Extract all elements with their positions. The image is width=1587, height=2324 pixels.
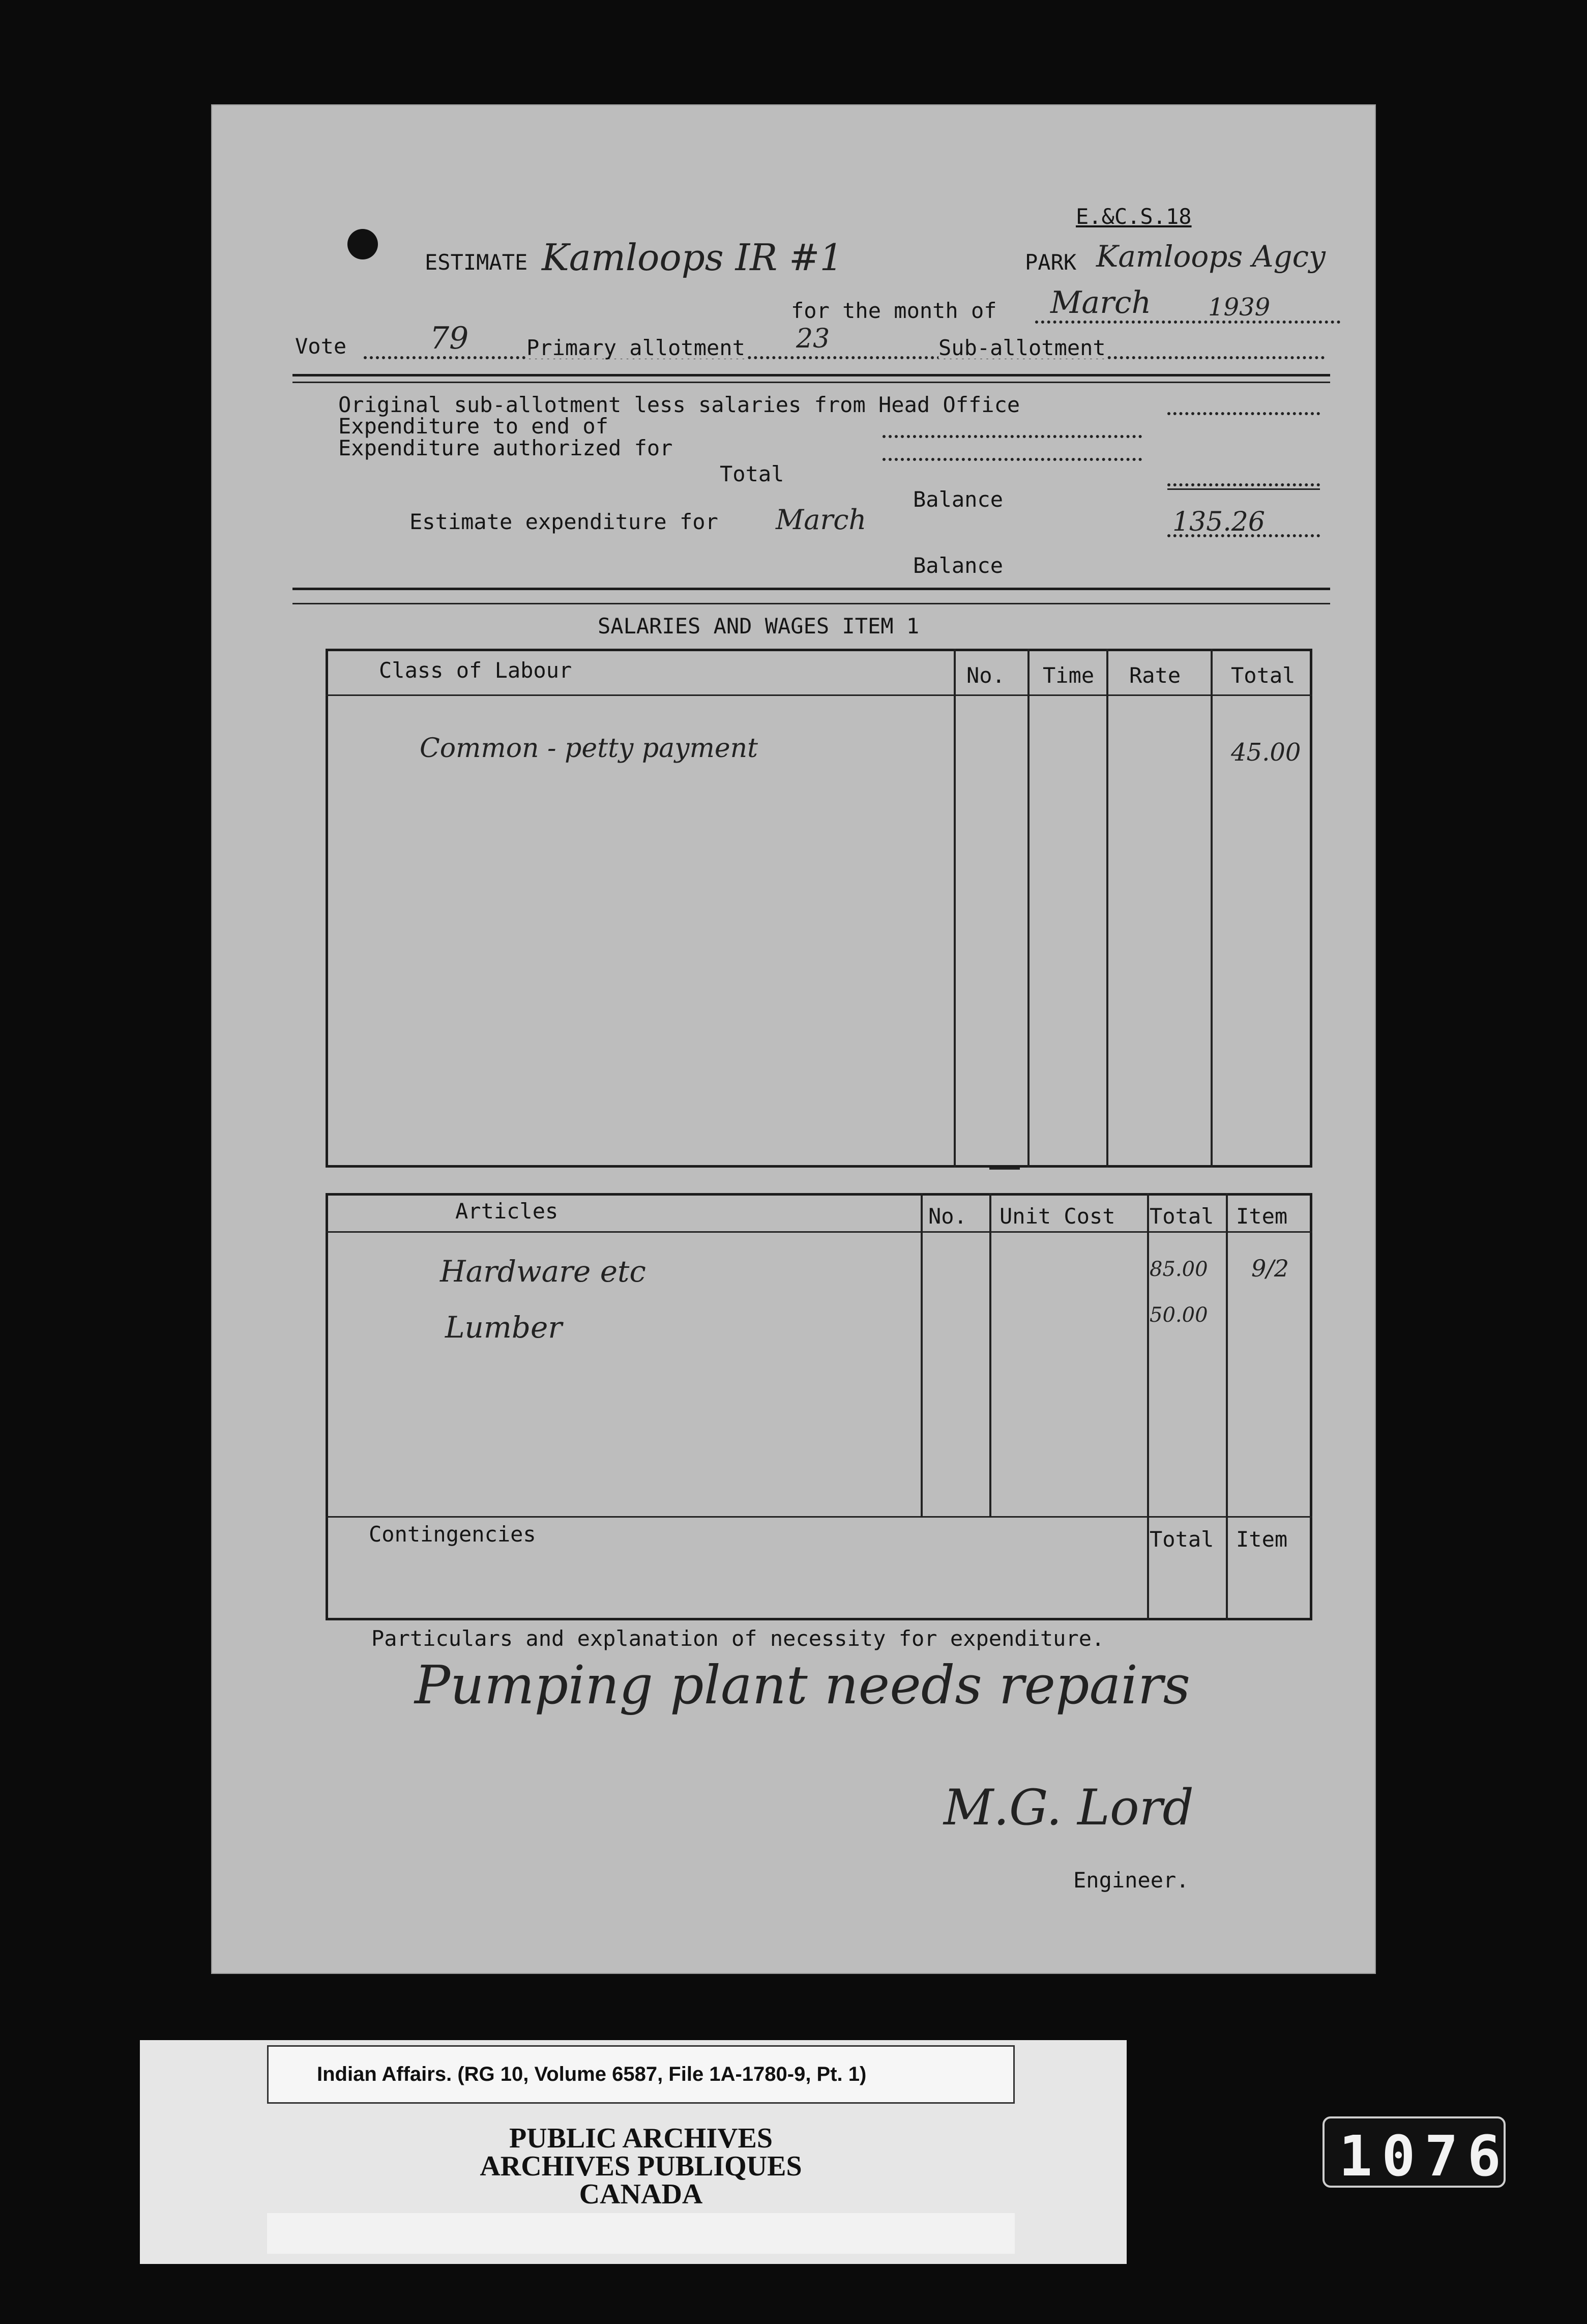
salaries-header-rule — [326, 694, 1312, 696]
articles-header-item: Item — [1236, 1204, 1288, 1229]
archive-strip-bottom-bar — [267, 2213, 1015, 2254]
salaries-col-divider-4 — [1211, 649, 1213, 1168]
articles-row-1-name: Hardware etc — [440, 1254, 646, 1289]
articles-col-divider-4 — [1226, 1193, 1228, 1620]
articles-header-rule — [326, 1231, 1312, 1233]
articles-row-2-total: 50.00 — [1150, 1303, 1208, 1327]
estimate-value: Kamloops IR #1 — [542, 236, 843, 279]
header-rule-2 — [292, 382, 1330, 383]
salaries-row-class: Common - petty payment — [420, 733, 758, 764]
estimate-expenditure-month: March — [776, 504, 867, 536]
month-dots — [1035, 321, 1340, 324]
salaries-col-divider-2 — [1027, 649, 1030, 1168]
articles-header-articles: Articles — [455, 1199, 559, 1224]
estimate-expenditure-label: Estimate expenditure for — [409, 509, 718, 534]
summary-total-underline — [1167, 488, 1320, 490]
park-value: Kamloops Agcy — [1096, 239, 1326, 274]
vote-value: 79 — [430, 321, 469, 356]
sub-allotment-label: Sub-allotment — [938, 335, 1106, 360]
signer-title: Engineer. — [1073, 1868, 1189, 1893]
month-value: March — [1050, 285, 1152, 321]
salaries-header-time: Time — [1043, 663, 1095, 688]
summary-dots-1 — [1167, 412, 1320, 415]
summary-dots-3 — [883, 458, 1142, 461]
salaries-title: SALARIES AND WAGES ITEM 1 — [598, 614, 920, 638]
primary-allotment-value: 23 — [796, 324, 830, 354]
month-label: for the month of — [791, 298, 997, 323]
table-gap-mark — [989, 1168, 1020, 1170]
primary-allotment-label: Primary allotment — [526, 335, 745, 360]
contingencies-label: Contingencies — [369, 1522, 536, 1547]
articles-row-1-item: 9/2 — [1251, 1255, 1289, 1282]
salaries-header-class: Class of Labour — [379, 658, 572, 683]
salaries-header-no: No. — [966, 663, 1005, 688]
archive-line-1: PUBLIC ARCHIVES — [509, 2123, 773, 2154]
summary-line-1: Original sub-allotment less salaries from Head Office — [338, 392, 1020, 417]
contingencies-total-header: Total — [1150, 1527, 1214, 1552]
frame-number: 1076 — [1339, 2124, 1510, 2189]
summary-dots-2 — [883, 435, 1142, 438]
salaries-table — [326, 649, 1312, 1168]
signature: M.G. Lord — [944, 1779, 1194, 1836]
articles-col-divider-1 — [921, 1193, 923, 1516]
year-value: 1939 — [1208, 293, 1271, 322]
archive-reference-card — [267, 2045, 1015, 2104]
articles-col-divider-2 — [989, 1193, 991, 1516]
articles-bottom-rule — [326, 1516, 1312, 1518]
articles-row-1-total: 85.00 — [1150, 1258, 1208, 1281]
estimate-expenditure-amount: 135.26 — [1172, 507, 1265, 537]
articles-header-total: Total — [1150, 1204, 1214, 1229]
summary-rule-2 — [292, 603, 1330, 604]
salaries-col-divider-3 — [1106, 649, 1108, 1168]
archive-line-2: ARCHIVES PUBLIQUES — [480, 2151, 802, 2182]
ink-blot — [347, 229, 378, 259]
estimate-label: ESTIMATE — [425, 250, 528, 275]
park-label: PARK — [1025, 250, 1077, 275]
salaries-header-total: Total — [1231, 663, 1296, 688]
articles-row-2-name: Lumber — [445, 1310, 563, 1345]
summary-dots-5 — [1167, 534, 1320, 537]
summary-balance-2-label: Balance — [913, 553, 1004, 578]
summary-dots-4 — [1167, 483, 1320, 486]
particulars-label: Particulars and explanation of necessity for expenditure. — [371, 1626, 1105, 1651]
archive-line-3: CANADA — [579, 2178, 703, 2210]
header-rule-1 — [292, 374, 1330, 376]
articles-header-unit-cost: Unit Cost — [1000, 1204, 1115, 1229]
articles-header-no: No. — [928, 1204, 967, 1229]
vote-dots — [364, 356, 1325, 359]
contingencies-item-header: Item — [1236, 1527, 1288, 1552]
summary-total-label: Total — [720, 461, 784, 486]
summary-rule-1 — [292, 588, 1330, 590]
summary-line-2: Expenditure to end of — [338, 414, 609, 439]
summary-line-3: Expenditure authorized for — [338, 435, 673, 460]
articles-col-divider-3 — [1147, 1193, 1149, 1620]
archive-reference: Indian Affairs. (RG 10, Volume 6587, File 1A-1780-9, Pt. 1) — [317, 2063, 867, 2085]
summary-balance-label: Balance — [913, 487, 1004, 512]
form-code: E.&C.S.18 — [1076, 204, 1192, 229]
particulars-text: Pumping plant needs repairs — [415, 1654, 1190, 1716]
frame-counter — [1322, 2116, 1510, 2189]
document-page — [211, 104, 1376, 1974]
salaries-col-divider-1 — [954, 649, 956, 1168]
vote-label: Vote — [295, 334, 347, 359]
salaries-header-rate: Rate — [1129, 663, 1181, 688]
salaries-row-total: 45.00 — [1231, 738, 1301, 767]
